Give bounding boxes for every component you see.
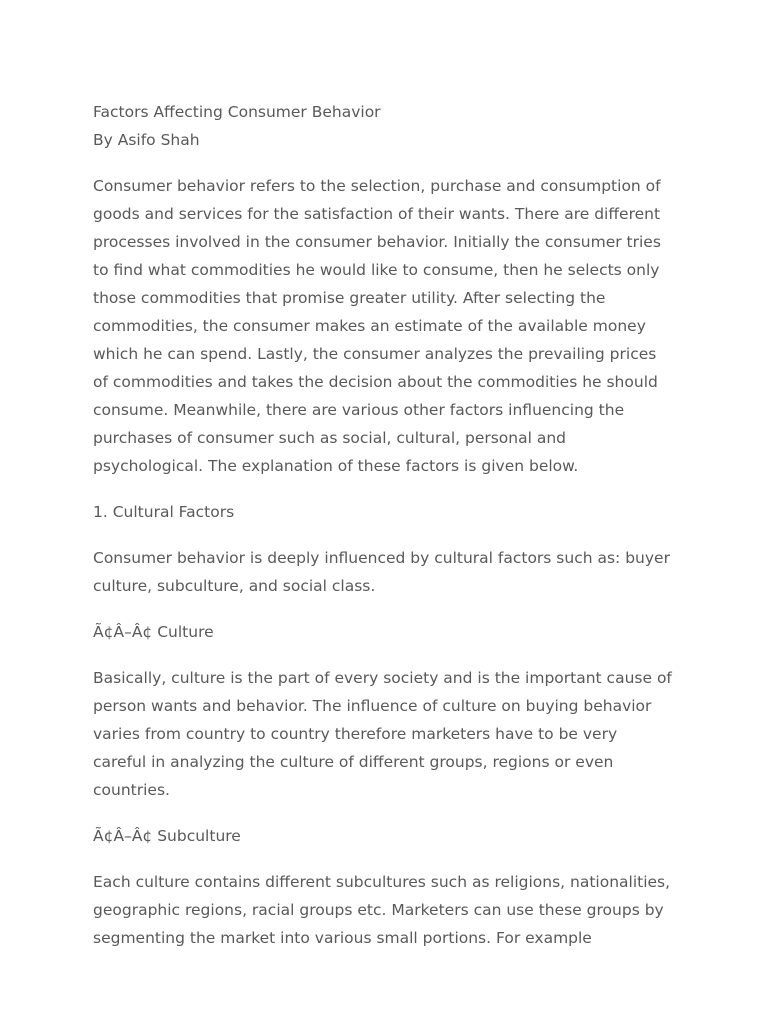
paragraph-line: psychological. The explanation of these factors is given below. [93, 457, 579, 475]
document-byline: By Asifo Shah [93, 131, 200, 149]
paragraph-line: to find what commodities he would like to consume, then he selects only [93, 261, 660, 279]
paragraph-line: person wants and behavior. The influence of culture on buying behavior [93, 697, 652, 715]
paragraph-line: purchases of consumer such as social, cultural, personal and [93, 429, 567, 447]
paragraph-line: goods and services for the satisfaction of their wants. There are different [93, 205, 661, 223]
paragraph-line: segmenting the market into various small portions. For example [93, 929, 592, 947]
paragraph-line: varies from country to country therefore marketers have to be very [93, 725, 618, 743]
subheading-subculture: Ã¢Â–Â¢ Subculture [93, 827, 241, 845]
paragraph-line: countries. [93, 781, 170, 799]
paragraph-line: careful in analyzing the culture of different groups, regions or even [93, 753, 614, 771]
paragraph-line: of commodities and takes the decision about the commodities he should [93, 373, 658, 391]
paragraph-line: commodities, the consumer makes an estimate of the available money [93, 317, 646, 335]
paragraph-line: Consumer behavior refers to the selection, purchase and consumption of [93, 177, 661, 195]
paragraph-line: those commodities that promise greater utility. After selecting the [93, 289, 606, 307]
intro-paragraph [93, 172, 678, 480]
paragraph-line: culture, subculture, and social class. [93, 577, 376, 595]
section-heading-cultural-factors: 1. Cultural Factors [93, 503, 235, 521]
paragraph-line: geographic regions, racial groups etc. Marketers can use these groups by [93, 901, 664, 919]
paragraph-line: which he can spend. Lastly, the consumer analyzes the prevailing prices [93, 345, 657, 363]
paragraph-line: Consumer behavior is deeply influenced by cultural factors such as: buyer [93, 549, 670, 567]
paragraph-line: Basically, culture is the part of every society and is the important cause of [93, 669, 672, 687]
paragraph-line: Each culture contains different subcultures such as religions, nationalities, [93, 873, 671, 891]
cultural-factors-paragraph [93, 544, 678, 600]
culture-paragraph [93, 664, 678, 804]
document-title: Factors Affecting Consumer Behavior [93, 103, 381, 121]
subculture-paragraph [93, 868, 678, 952]
paragraph-line: consume. Meanwhile, there are various other factors influencing the [93, 401, 625, 419]
paragraph-line: processes involved in the consumer behavior. Initially the consumer tries [93, 233, 661, 251]
subheading-culture: Ã¢Â–Â¢ Culture [93, 623, 214, 641]
